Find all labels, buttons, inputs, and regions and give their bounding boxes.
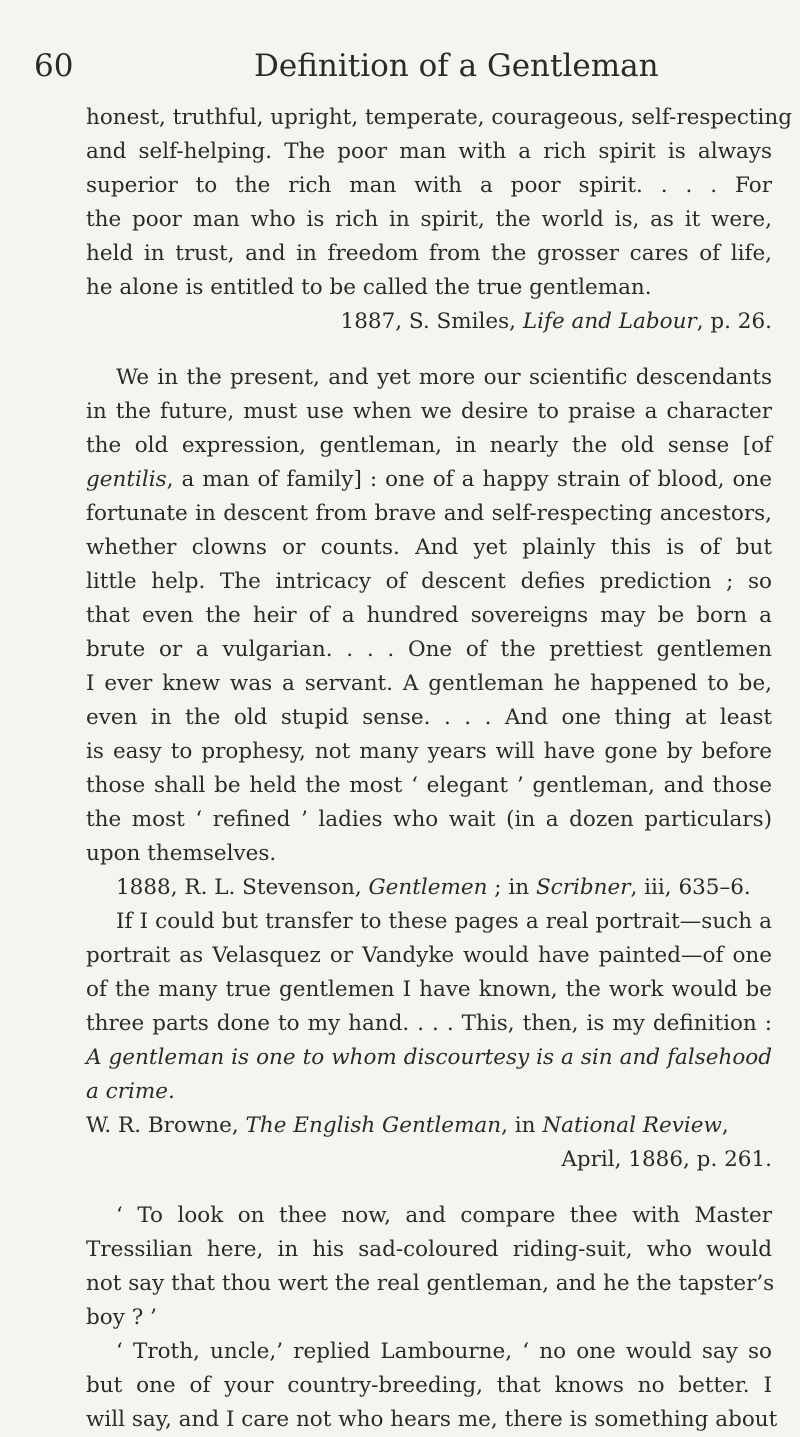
citation-title: Scribner (535, 875, 631, 900)
text-line: he alone is entitled to be called the true gentleman. (86, 275, 652, 300)
text-line: the most ‘ refined ’ ladies who wait (in a dozen particulars) (86, 807, 772, 832)
text-line: but one of your country-breeding, that knows no better. I (86, 1373, 772, 1398)
latin-term: gentilis (86, 467, 167, 492)
text-line: little help. The intricacy of descent defies prediction ; so (86, 569, 772, 594)
definition-italic: A gentleman is one to whom discourtesy is a sin and falsehood (86, 1045, 772, 1070)
citation-text: , iii, 635–6. (630, 875, 751, 900)
text-line: in the future, must use when we desire to praise a character (86, 399, 772, 424)
text-line: the old expression, gentleman, in nearly the old sense [of (86, 433, 772, 458)
citation-text: ; in (487, 875, 536, 900)
page-number: 60 (34, 48, 74, 84)
text-line: brute or a vulgarian. . . . One of the prettiest gentlemen (86, 637, 772, 662)
text-line: ‘ To look on thee now, and compare thee with Master (116, 1203, 772, 1228)
running-title: Definition of a Gentleman (254, 48, 659, 84)
text-line: that even the heir of a hundred sovereigns may be born a (86, 603, 772, 628)
citation-text: , in (501, 1113, 543, 1138)
text-span: , a man of family] : one of a happy strain of blood, one (166, 467, 772, 492)
text-line: portrait as Velasquez or Vandyke would have painted—of one (86, 943, 772, 968)
citation-text: 1887, S. Smiles, (340, 309, 523, 334)
text-line: boy ? ’ (86, 1305, 157, 1330)
text-line: I ever knew was a servant. A gentleman he happened to be, (86, 671, 772, 696)
text-line: Tressilian here, in his sad-coloured riding-suit, who would (86, 1237, 772, 1262)
text-line: honest, truthful, upright, temperate, courageous, self-respecting (86, 105, 793, 130)
text-line: those shall be held the most ‘ elegant ’ gentleman, and those (86, 773, 772, 798)
citation-title: Life and Labour (522, 309, 697, 334)
citation-text: 1888, R. L. Stevenson, (116, 875, 369, 900)
text-line: ‘ Troth, uncle,’ replied Lambourne, ‘ no one would say so (116, 1339, 772, 1364)
text-line: three parts done to my hand. . . . This, then, is my definition : (86, 1011, 772, 1036)
definition-italic: a crime. (86, 1079, 175, 1104)
text-line: If I could but transfer to these pages a real portrait—such a (116, 909, 772, 934)
citation-smiles (86, 305, 772, 339)
text-line: will say, and I care not who hears me, there is something about (86, 1407, 778, 1432)
citation-text: , p. 26. (696, 309, 772, 334)
text-line: upon themselves. (86, 841, 277, 866)
text-line: even in the old stupid sense. . . . And one thing at least (86, 705, 772, 730)
text-line (86, 1075, 772, 1109)
citation-title: The English Gentleman (245, 1113, 502, 1138)
text-line: the poor man who is rich in spirit, the world is, as it were, (86, 207, 772, 232)
text-line: is easy to prophesy, not many years will have gone by before (86, 739, 772, 764)
text-line: of the many true gentlemen I have known, the work would be (86, 977, 772, 1002)
text-line: We in the present, and yet more our scientific descendants (116, 365, 772, 390)
citation-browne (86, 1109, 772, 1143)
citation-stevenson (116, 871, 772, 905)
citation-title: Gentlemen (368, 875, 488, 900)
text-line (86, 463, 772, 497)
text-line: held in trust, and in freedom from the grosser cares of life, (86, 241, 772, 266)
page-header (34, 44, 774, 88)
citation-title: National Review (542, 1113, 722, 1138)
text-line: whether clowns or counts. And yet plainly this is of but (86, 535, 772, 560)
text-line: and self-helping. The poor man with a rich spirit is always (86, 139, 772, 164)
text-line (86, 1041, 772, 1075)
citation-text: W. R. Browne, (86, 1113, 246, 1138)
text-line: fortunate in descent from brave and self-respecting ancestors, (86, 501, 772, 526)
citation-date: April, 1886, p. 261. (561, 1147, 772, 1172)
text-line: superior to the rich man with a poor spirit. . . . For (86, 173, 772, 198)
citation-text: , (721, 1113, 729, 1138)
text-line: not say that thou wert the real gentleman, and he the tapster’s (86, 1271, 775, 1296)
